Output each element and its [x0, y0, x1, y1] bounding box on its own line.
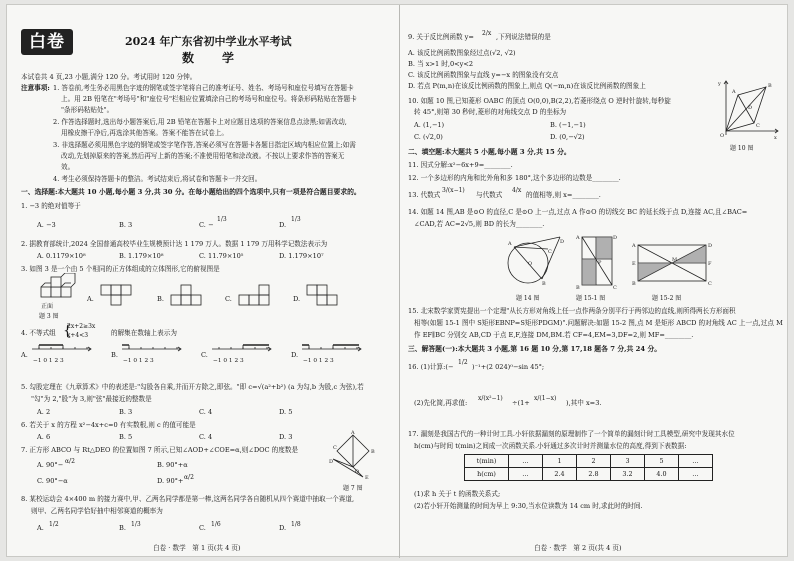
- q2-option-d: D. 1.179×10⁷: [279, 252, 324, 260]
- section-1-heading: 一、选择题:本大题共 10 小题,每小题 3 分,共 30 分。在每小题给出的四个选项中,只有一项是符合题目要求的。: [21, 188, 361, 196]
- svg-text:y: y: [718, 81, 721, 87]
- q3-front-label: 正面: [41, 303, 54, 310]
- table-header-cell: t(min): [465, 455, 509, 468]
- q15-1-shaded-rect: [582, 259, 596, 285]
- svg-text:O: O: [720, 133, 725, 139]
- table-cell: h(cm): [465, 468, 509, 481]
- section-2-heading: 二、填空题:本大题共 5 小题,每小题 3 分,共 15 分。: [408, 148, 571, 156]
- svg-text:D: D: [613, 235, 618, 241]
- svg-text:D: D: [708, 243, 712, 249]
- q2-option-c: C. 11.79×10⁵: [199, 252, 244, 260]
- svg-text:O: O: [528, 261, 533, 267]
- q5-option-d: D. 5: [279, 408, 293, 416]
- table-header-cell: 3: [611, 455, 645, 468]
- table-cell: 3.2: [611, 468, 645, 481]
- q5-option-b: B. 3: [119, 408, 133, 416]
- table-row: [465, 468, 713, 481]
- table-cell: 2.8: [577, 468, 611, 481]
- q7-figure-caption: 题 7 图: [343, 485, 363, 492]
- page-2-footer: 白卷 · 数学 第 2 页(共 4 页): [534, 544, 622, 552]
- q9-option-c: C. 该反比例函数图象与直线 y=−x 的图象没有交点: [408, 71, 559, 79]
- q3-stem: 3. 如图 3 是一个由 5 个相同的正方体组成的立体图形,它的俯视图是: [21, 265, 220, 273]
- q4-option-d: D.: [291, 351, 299, 359]
- q16-part2-c: ),其中 x=3.: [566, 399, 602, 407]
- q10-option-a: A. (1,−1): [414, 121, 445, 129]
- table-cell: …: [509, 468, 543, 481]
- q13-frac-b: 4/x: [512, 187, 522, 194]
- q1-option-b: B. 3: [119, 221, 133, 229]
- table-header-cell: …: [509, 455, 543, 468]
- exam-title: 2024 年广东省初中学业水平考试: [125, 35, 292, 48]
- q4-system-line-1: 2x+2≥3x: [67, 323, 96, 330]
- svg-text:A: A: [508, 241, 512, 247]
- q8-option-c: C.: [199, 524, 206, 532]
- q4-stem: 4. 不等式组: [21, 329, 56, 337]
- q10-figure: [716, 79, 780, 139]
- q16-part1-frac: 1/2: [458, 359, 468, 366]
- q7-option-c: C. 90°−α: [37, 477, 68, 485]
- q4-ticks-d: −1 0 1 2 3: [303, 358, 334, 364]
- note-line: 2. 作答选择题时,选出每小题答案后,用 2B 铅笔在答题卡上对应题目选项的答案信息点涂黑;如需改动,: [53, 118, 347, 126]
- section-3-heading: 三、解答题(一):本大题共 3 小题,第 16 题 10 分,第 17,18 题各 7 分,共 24 分。: [408, 345, 662, 353]
- q6-option-d: D. 3: [279, 433, 293, 441]
- q13-stem-b: 与代数式: [476, 191, 503, 199]
- q5-stem-line-1: 5. 勾股定理在《九章算术》中的表述是:"勾股各自乘,并而开方除之,即弦。"即 c=√(a²+b²) (a 为勾,b 为股,c 为弦),若: [21, 383, 364, 391]
- q6-stem: 6. 若关于 x 的方程 x²−4x+c=0 有实数根,则 c 的值可能是: [21, 421, 196, 429]
- q2-option-a: A. 0.1179×10⁸: [37, 252, 86, 260]
- q14-stem-line-1: 14. 如题 14 图,AB 是⊙O 的直径,C 是⊙O 上一点,过点 A 作⊙O 的切线交 BC 的延长线于点 D,连接 AC,且∠BAC=: [408, 208, 748, 216]
- q10-stem-line-2: 转 45°,则第 30 秒时,菱形的对角线交点 D 的坐标为: [414, 108, 567, 116]
- note-line: 上。用 2B 铅笔在"考场号"和"座位号"栏相应位置填涂自己的考场号和座位号。将条形码粘贴在答题卡: [61, 95, 357, 103]
- q7-option-a: A. 90°−: [37, 461, 64, 469]
- note-line: 用橡皮擦干净后,再选涂其他答案。答案不能答在试卷上。: [61, 129, 228, 137]
- q3-option-d-view: [305, 283, 341, 307]
- q11-stem: 11. 因式分解:x²−6x+9=________.: [408, 161, 513, 169]
- q3-figure-caption: 题 3 图: [39, 313, 59, 320]
- q10-option-b: B. (−1,−1): [550, 121, 586, 129]
- svg-text:F: F: [708, 261, 712, 267]
- q10-figure-caption: 题 10 图: [730, 145, 754, 152]
- q15-2-figure-caption: 题 15-2 图: [652, 295, 682, 302]
- q4-brace: {: [63, 323, 72, 339]
- q15-2-figure: [632, 241, 712, 287]
- q5-option-a: A. 2: [37, 408, 51, 416]
- q2-option-b: B. 1.179×10⁸: [119, 252, 164, 260]
- q16-part1-b: )⁻¹+(2 024)⁰−sin 45°;: [472, 363, 545, 371]
- q9-stem-tail: ,下列说法错误的是: [496, 33, 551, 41]
- q9-option-b: B. 当 x>1 时,0<y<2: [408, 60, 474, 68]
- page-2: [400, 5, 789, 558]
- exam-subject: 数 学: [182, 51, 243, 65]
- q16-part2-a: (2)先化简,再求值:: [414, 399, 468, 407]
- q16-part2-frac-2: x/(1−x): [534, 395, 557, 402]
- q1-stem: 1. −3 的绝对值等于: [21, 202, 81, 210]
- q3-option-c: C.: [225, 295, 232, 303]
- q1-option-c-frac: 1/3: [217, 216, 227, 223]
- q7-option-b: B. 90°+α: [157, 461, 188, 469]
- q4-option-c: C.: [201, 351, 208, 359]
- note-line: 3. 非选择题必须用黑色字迹的钢笔或签字笔作答,答案必须写在答题卡各题目指定区域内相应位置上;如需: [53, 141, 356, 149]
- note-line: 改动,先划掉原来的答案,然后再写上新的答案;不准使用铅笔和涂改液。不按以上要求作答的答案无: [61, 152, 345, 160]
- table-header-cell: 2: [577, 455, 611, 468]
- q14-figure-caption: 题 14 图: [516, 295, 540, 302]
- q6-option-b: B. 5: [119, 433, 133, 441]
- q5-stem-line-2: "勾"为 2,"股"为 3,则"弦"最接近的整数是: [31, 395, 152, 403]
- svg-text:P: P: [598, 260, 602, 266]
- page-1-footer: 白卷 · 数学 第 1 页(共 4 页): [153, 544, 241, 552]
- white-paper-badge: 白卷: [21, 29, 73, 55]
- table-header-cell: …: [679, 455, 713, 468]
- svg-text:B: B: [371, 449, 375, 455]
- q8-option-d: D.: [279, 524, 287, 532]
- svg-text:C: C: [708, 281, 712, 287]
- q8-option-d-frac: 1/8: [291, 521, 301, 528]
- q9-option-a: A. 该反比例函数图象经过点(√2, √2): [408, 49, 516, 57]
- q4-option-a-numberline: [31, 343, 93, 357]
- note-line: 效。: [61, 163, 75, 171]
- q1-option-d: D.: [279, 221, 287, 229]
- q16-part1-a: 16. (1)计算:(−: [408, 363, 454, 371]
- q8-stem-line-2: 则甲、乙两名同学恰好抽中相邻赛道的概率为: [31, 507, 163, 515]
- svg-text:D: D: [748, 105, 753, 111]
- q7-option-d-frac: α/2: [184, 474, 194, 481]
- q8-option-c-frac: 1/6: [211, 521, 221, 528]
- q10-option-c: C. (√2,0): [414, 133, 443, 141]
- q15-stem-line-3: 作 EF∥BC 分别交 AB,CD 于点 E,F,连接 DM,BM.若 CF=4,EM=3,DF=2,则 MF=________.: [414, 331, 694, 339]
- q4-system-line-2: x+4<3: [67, 332, 89, 339]
- q2-stem: 2. 据教育部统计,2024 全国普通高校毕业生规模预计达 1 179 万人。数据 1 179 万用科学记数法表示为: [21, 240, 328, 248]
- q8-option-a: A.: [37, 524, 44, 532]
- table-cell: 4.0: [645, 468, 679, 481]
- svg-text:M: M: [672, 257, 678, 263]
- q3-option-b-view: [169, 283, 205, 307]
- q3-option-b: B.: [157, 295, 164, 303]
- svg-text:A: A: [351, 430, 355, 436]
- q4-option-b: B.: [111, 351, 118, 359]
- q9-stem: 9. 关于反比例函数 y=: [408, 33, 474, 41]
- svg-text:E: E: [632, 261, 636, 267]
- note-line: "条形码粘贴处"。: [61, 106, 114, 114]
- table-header-cell: 5: [645, 455, 679, 468]
- q3-option-a-view: [99, 283, 135, 307]
- svg-text:O: O: [355, 469, 360, 475]
- table-header-cell: 1: [543, 455, 577, 468]
- q9-option-d: D. 若点 P(m,n)在该反比例函数的图象上,则点 Q(−m,n)在该反比例函数的图象上: [408, 82, 646, 90]
- svg-text:B: B: [768, 83, 772, 89]
- q4-stem-tail: 的解集在数轴上表示为: [111, 329, 177, 337]
- table-cell: …: [679, 468, 713, 481]
- svg-text:C: C: [756, 123, 760, 129]
- q15-1-shaded-rect: [596, 237, 612, 259]
- notes-heading: 注意事项:: [21, 84, 50, 92]
- q12-stem: 12. 一个多边形的内角和比外角和多 180°,这个多边形的边数是________.: [408, 174, 621, 182]
- paper-info: 本试卷共 4 页,23 小题,满分 120 分。考试用时 120 分钟。: [21, 73, 197, 81]
- q15-stem-line-2: 相等(如题 15-1 图中 S矩形EBNP=S矩形PDGM)".问题解决:如题 15-2 图,点 M 是矩形 ABCD 的对角线 AC 上一点,过点 M: [414, 319, 783, 327]
- q15-stem-line-1: 15. 北宋数学家贾宪提出一个定理"从长方形对角线上任一点作两条分别平行于两邻边的直线,则所得两长方形面积: [408, 307, 736, 315]
- q17-stem-line-1: 17. 漏刻是我国古代的一种计时工具.小轩依据漏刻的原理制作了一个简单的漏刻计时工具模型,研究中发现其水位: [408, 430, 735, 438]
- q14-stem-line-2: ∠CAD,若 AC=2√5,则 BD 的长为________.: [414, 220, 545, 228]
- svg-text:x: x: [774, 135, 777, 139]
- q17-data-table: [464, 454, 713, 481]
- q4-ticks-a: −1 0 1 2 3: [33, 358, 64, 364]
- q1-option-a: A. −3: [37, 221, 56, 229]
- svg-text:B: B: [632, 281, 636, 287]
- q13-stem-c: 的值相等,则 x=________.: [526, 191, 601, 199]
- q7-stem: 7. 正方形 ABCO 与 Rt△DEO 的位置如图 7 所示,已知∠AOD+∠COE=α,则∠DOC 的度数是: [21, 446, 299, 454]
- q15-1-figure-caption: 题 15-1 图: [576, 295, 606, 302]
- table-row: [465, 455, 713, 468]
- q4-ticks-c: −1 0 1 2 3: [213, 358, 244, 364]
- svg-text:E: E: [365, 475, 369, 481]
- svg-text:C: C: [333, 445, 337, 451]
- q10-option-d: D. (0,−√2): [550, 133, 585, 141]
- q7-option-d: D. 90°+: [157, 477, 184, 485]
- q17-stem-line-2: h(cm)与时间 t(min)之间成一次函数关系.小轩通过多次计时并测量水位的高度,得到下表数据:: [414, 442, 687, 450]
- svg-text:B: B: [576, 285, 580, 291]
- q13-stem-a: 13. 代数式: [408, 191, 441, 199]
- q6-option-c: C. 4: [199, 433, 213, 441]
- q8-option-b-frac: 1/3: [131, 521, 141, 528]
- note-line: 1. 答卷前,考生务必用黑色字迹的钢笔或签字笔将自己的准考证号、姓名、考场号和座位号填写在答题卡: [53, 84, 354, 92]
- q17-part-1: (1)求 h 关于 t 的函数关系式;: [414, 490, 501, 498]
- note-line: 4. 考生必须保持答题卡的整洁。考试结束后,将试卷和答题卡一并交回。: [53, 175, 262, 183]
- q7-option-a-frac: α/2: [65, 458, 75, 465]
- q9-stem-frac: 2/x: [482, 30, 492, 37]
- page-1: [7, 5, 399, 558]
- q16-part2-b: ÷(1+: [512, 399, 530, 407]
- table-cell: 2.4: [543, 468, 577, 481]
- q3-option-c-view: [237, 283, 273, 307]
- q3-option-d: D.: [293, 295, 301, 303]
- q15-1-figure: [576, 233, 620, 291]
- q17-part-2: (2)若小轩开始测量的时间为早上 9:30,当水位读数为 14 cm 时,求此时的时间.: [414, 502, 643, 510]
- svg-text:C: C: [613, 285, 617, 291]
- svg-text:C: C: [548, 249, 552, 255]
- q8-option-a-frac: 1/2: [49, 521, 59, 528]
- q4-option-c-numberline: [211, 343, 273, 357]
- q1-option-c: C. −: [199, 221, 214, 229]
- svg-text:A: A: [632, 243, 636, 249]
- q4-option-b-numberline: [121, 343, 183, 357]
- q13-frac-a: 3/(x−1): [442, 187, 465, 194]
- q3-option-a: A.: [87, 295, 94, 303]
- q4-ticks-b: −1 0 1 2 3: [123, 358, 154, 364]
- svg-text:D: D: [329, 459, 334, 465]
- q6-option-a: A. 6: [37, 433, 51, 441]
- svg-text:B: B: [542, 281, 546, 287]
- q10-stem-line-1: 10. 如题 10 图,已知菱形 OABC 的顶点 O(0,0),B(2,2),若菱形绕点 O 逆时针旋转,每秒旋: [408, 97, 671, 105]
- q7-figure: [329, 429, 377, 481]
- q8-stem-line-1: 8. 某校运动会 4×400 m 的接力赛中,甲、乙两名同学都是第一棒,这两名同学各自随机从四个赛道中抽取一个赛道,: [21, 495, 355, 503]
- q4-option-a: A.: [21, 351, 28, 359]
- q4-option-d-numberline: [301, 343, 363, 357]
- q16-part2-frac-1: x/(x²−1): [478, 395, 503, 402]
- svg-text:D: D: [560, 239, 564, 245]
- q8-option-b: B.: [119, 524, 126, 532]
- exam-sheet: [6, 4, 788, 557]
- q14-figure: [504, 233, 564, 289]
- svg-text:A: A: [732, 89, 736, 95]
- q1-option-d-frac: 1/3: [291, 216, 301, 223]
- q5-option-c: C. 4: [199, 408, 213, 416]
- svg-text:A: A: [576, 235, 580, 241]
